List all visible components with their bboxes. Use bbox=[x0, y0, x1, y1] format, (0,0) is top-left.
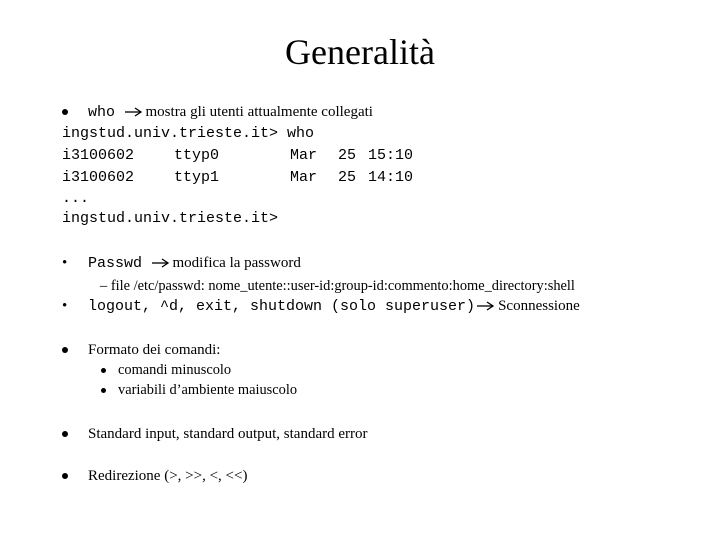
passwd-description: modifica la password bbox=[172, 255, 301, 271]
bullet-dot bbox=[62, 109, 68, 115]
time-cell: 15:10 bbox=[368, 147, 414, 164]
arrow-right-icon bbox=[477, 301, 495, 311]
passwd-file-text: file /etc/passwd: nome_utente::user-id:group-id:commento:home_directory:shell bbox=[110, 278, 575, 294]
passwd-sub-line bbox=[100, 276, 575, 296]
prompt-who-line: ingstud.univ.trieste.it> who bbox=[62, 125, 315, 142]
passwd-line bbox=[88, 253, 301, 274]
bullet-dot bbox=[101, 388, 106, 393]
bullet-dot bbox=[62, 431, 68, 437]
bullet-char: • bbox=[62, 298, 68, 314]
month-cell: Mar bbox=[290, 147, 318, 164]
month-cell: Mar bbox=[290, 169, 318, 186]
user-cell: i3100602 bbox=[62, 169, 135, 186]
arrow-right-icon bbox=[125, 107, 143, 117]
tty-cell: ttyp1 bbox=[174, 169, 220, 186]
time-cell: 14:10 bbox=[368, 169, 414, 186]
redirezione-text: Redirezione (>, >>, <, <<) bbox=[88, 468, 248, 484]
who-output-row bbox=[62, 146, 413, 166]
logout-commands: logout, ^d, exit, shutdown (solo superuser) bbox=[88, 298, 476, 315]
formato-heading: Formato dei comandi: bbox=[88, 342, 221, 358]
bullet-dot bbox=[101, 368, 106, 373]
slide-title: Generalità bbox=[285, 32, 435, 72]
bullet-dot bbox=[62, 347, 68, 353]
who-description: mostra gli utenti attualmente collegati bbox=[145, 104, 373, 120]
prompt-end-line: ingstud.univ.trieste.it> bbox=[62, 210, 279, 227]
arrow-right-icon bbox=[152, 258, 170, 268]
dash-char: – bbox=[100, 278, 108, 294]
formato-item: variabili d’ambiente maiuscolo bbox=[118, 382, 298, 398]
day-cell: 25 bbox=[338, 169, 357, 186]
day-cell: 25 bbox=[338, 147, 357, 164]
standard-streams-text: Standard input, standard output, standard error bbox=[88, 426, 368, 442]
formato-item: comandi minuscolo bbox=[118, 362, 232, 378]
logout-description: Sconnessione bbox=[498, 298, 580, 314]
bullet-char: • bbox=[62, 255, 68, 271]
user-cell: i3100602 bbox=[62, 147, 135, 164]
logout-line bbox=[88, 296, 580, 317]
tty-cell: ttyp0 bbox=[174, 147, 220, 164]
passwd-command: Passwd bbox=[88, 255, 143, 272]
who-line bbox=[88, 102, 373, 123]
ellipsis-line: ... bbox=[62, 190, 90, 207]
who-command: who bbox=[88, 104, 116, 121]
who-output-row bbox=[62, 168, 413, 188]
bullet-dot bbox=[62, 473, 68, 479]
